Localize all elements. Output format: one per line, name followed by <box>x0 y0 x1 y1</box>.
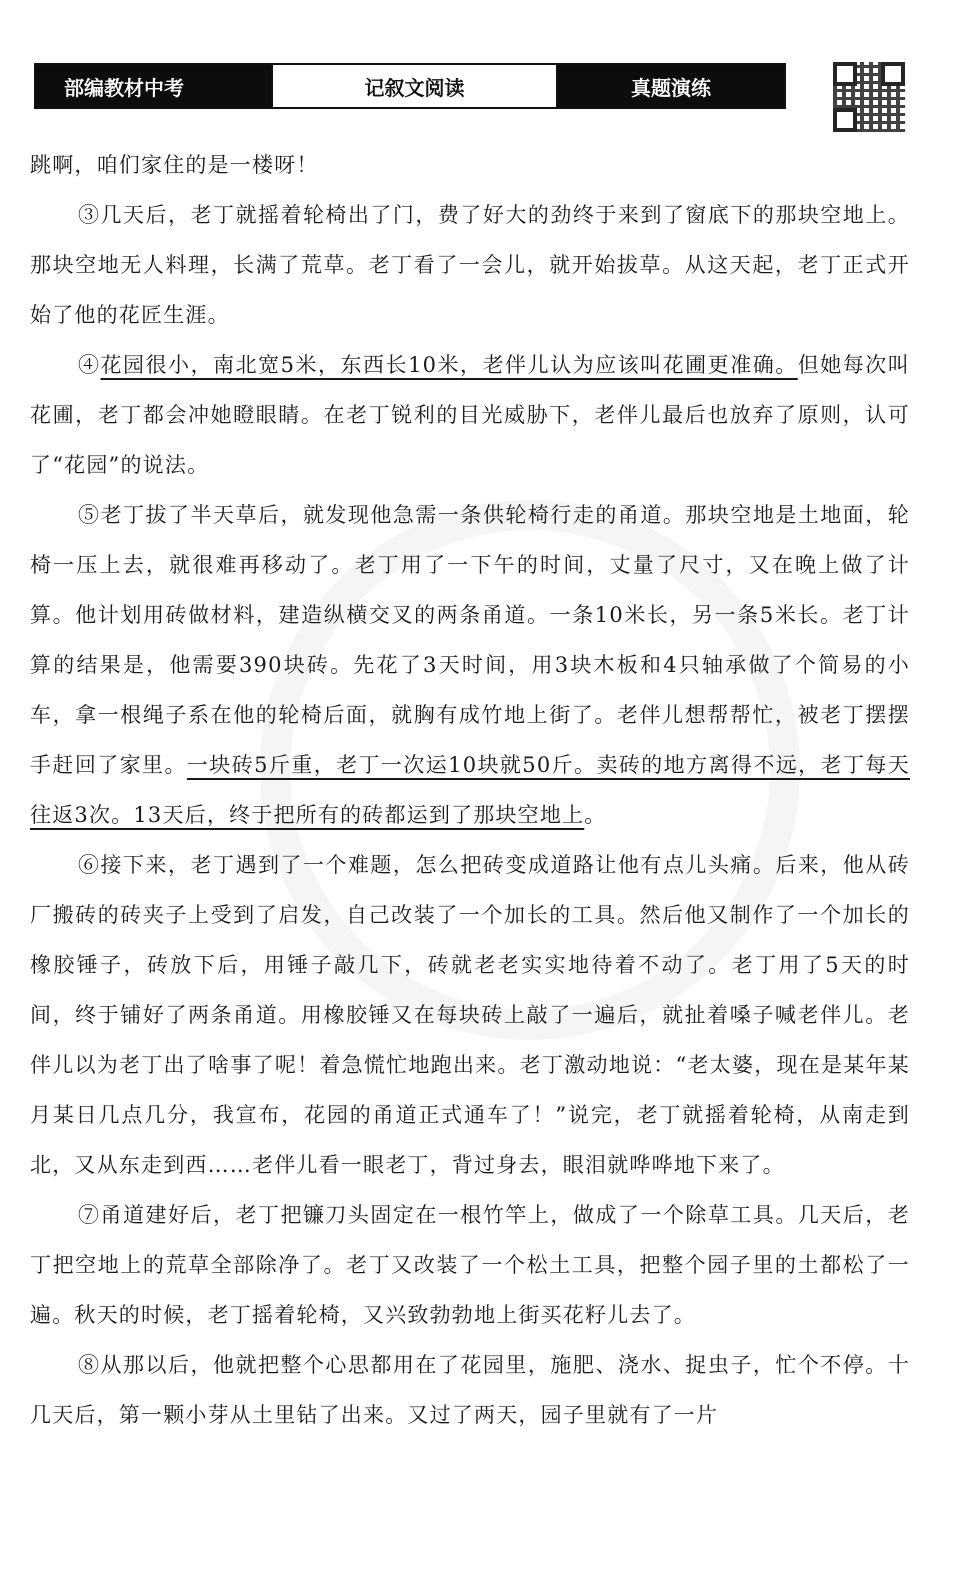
header-topic-label: 记叙文阅读 <box>271 65 558 107</box>
header-series-label: 部编教材中考 <box>36 65 271 107</box>
paragraph-4-rest: 但她每次叫花圃，老丁都会冲她瞪眼睛。在老丁锐利的目光威胁下，老伴儿最后也放弃了原则，认可了“花园”的说法。 <box>30 353 911 477</box>
paragraph-4-underlined: 花园很小，南北宽5米，东西长10米，老伴儿认为应该叫花圃更准确。 <box>100 353 798 377</box>
article-body <box>30 140 910 1440</box>
paragraph-continuation: 跳啊，咱们家住的是一楼呀！ <box>30 153 319 177</box>
header-section-label: 真题演练 <box>558 65 784 107</box>
paragraph-6: ⑥接下来，老丁遇到了一个难题，怎么把砖变成道路让他有点儿头痛。后来，他从砖厂搬砖的砖夹子上受到了启发，自己改装了一个加长的工具。然后他又制作了一个加长的橡胶锤子，砖放下后，用锤子敲几下，砖就老老实实地待着不动了。老丁用了5天的时间，终于铺好了两条甬道。用橡胶锤又在每块砖上敲了一遍后，就扯着嗓子喊老伴儿。老伴儿以为老丁出了啥事了呢！着急慌忙地跑出来。老丁激动地说：“老太婆，现在是某年某月某日几点几分，我宣布，花园的甬道正式通车了！”说完，老丁就摇着轮椅，从南走到北，又从东走到西……老伴儿看一眼老丁，背过身去，眼泪就哗哗地下来了。 <box>30 853 910 1177</box>
paragraph-5-underlined-a: 一块砖5斤重，老丁一次运10块就50斤。 <box>186 753 597 777</box>
paragraph-7: ⑦甬道建好后，老丁把镰刀头固定在一根竹竿上，做成了一个除草工具。几天后，老丁把空地上的荒草全部除净了。老丁又改装了一个松土工具，把整个园子里的土都松了一遍。秋天的时候，老丁摇着轮椅，又兴致勃勃地上街买花籽儿去了。 <box>30 1203 910 1327</box>
paragraph-8: ⑧从那以后，他就把整个心思都用在了花园里，施肥、浇水、捉虫子，忙个不停。十几天后，第一颗小芽从土里钻了出来。又过了两天，园子里就有了一片 <box>30 1353 910 1427</box>
paragraph-5-text: ⑤老丁拔了半天草后，就发现他急需一条供轮椅行走的甬道。那块空地是土地面，轮椅一压上去，就很难再移动了。老丁用了一下午的时间，丈量了尺寸，又在晚上做了计算。他计划用砖做材料，建造纵横交叉的两条甬道。一条10米长，另一条5米长。老丁计算的结果是，他需要390块砖。先花了3天时间，用3块木板和4只轴承做了个简易的小车，拿一根绳子系在他的轮椅后面，就胸有成竹地上街了。老伴儿想帮帮忙，被老丁摆摆手赶回了家里。 <box>30 503 910 777</box>
paragraph-5 <box>30 490 910 840</box>
paragraph-4-marker: ④ <box>78 353 101 377</box>
paragraph-4 <box>30 340 910 490</box>
qr-code-icon[interactable] <box>833 62 905 132</box>
header-bar <box>34 63 786 109</box>
paragraph-3: ③几天后，老丁就摇着轮椅出了门，费了好大的劲终于来到了窗底下的那块空地上。那块空地无人料理，长满了荒草。老丁看了一会儿，就开始拔草。从这天起，老丁正式开始了他的花匠生涯。 <box>30 203 910 327</box>
paragraph-5-underlined-b: 卖砖的地方离得不远，老丁每天往返3次。13天后，终于把所有的砖都运到了那块空地上 <box>30 753 910 827</box>
paragraph-5-end: 。 <box>584 803 607 827</box>
